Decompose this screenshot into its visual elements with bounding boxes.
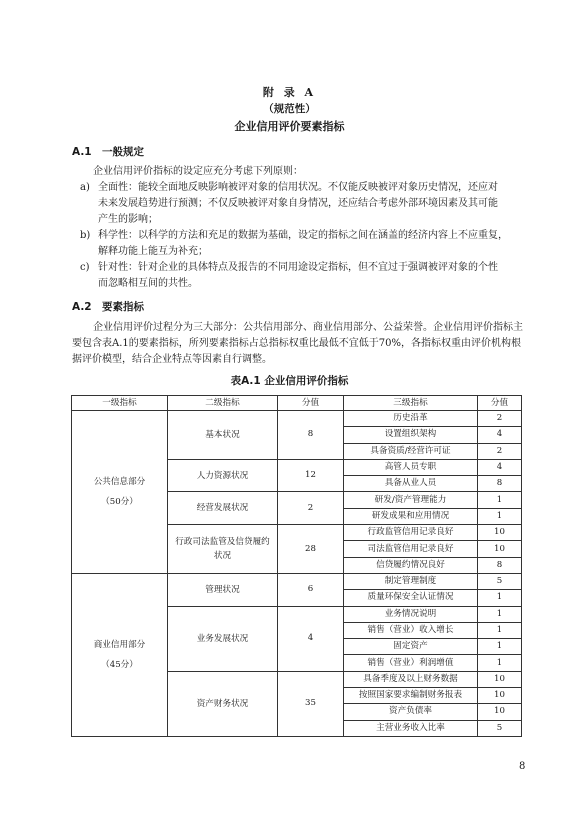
level3-score: 5	[478, 573, 522, 589]
level2-label: 人力资源状况	[196, 470, 249, 481]
appendix-title: 企业信用评价要素指标	[234, 120, 345, 133]
level2-cell	[168, 411, 278, 460]
level2-label: 行政司法监管及信贷履约	[175, 537, 270, 548]
level2-score: 35	[278, 671, 344, 736]
column-header: 一级指标	[72, 396, 168, 411]
level3-score: 2	[478, 411, 522, 427]
level3-score: 10	[478, 704, 522, 720]
section-heading-a1	[72, 144, 144, 159]
level3-score: 2	[478, 443, 522, 459]
section-intro: 企业信用评价指标的设定应充分考虑下列原则：	[93, 166, 303, 177]
level3-score: 1	[478, 492, 522, 508]
table-row	[72, 411, 522, 427]
list-item-line: 解释功能上能互为补充；	[98, 246, 208, 257]
table-caption: 表A.1 企业信用评价指标	[230, 375, 349, 387]
level3-label: 销售（营业）收入增长	[344, 622, 478, 638]
level3-score: 4	[478, 459, 522, 475]
list-item-line: 科学性：以科学的方法和充足的数据为基础，设定的指标之间在涵盖的经济内容上不应重复，	[98, 230, 508, 241]
column-header: 分值	[478, 396, 522, 411]
column-header: 二级指标	[168, 396, 278, 411]
level2-label: 管理状况	[205, 584, 240, 595]
level1-label: 公共信息部分	[93, 476, 146, 487]
level3-label: 高管人员专职	[344, 459, 478, 475]
level2-cell	[168, 671, 278, 736]
level2-cell	[168, 459, 278, 492]
level2-cell	[168, 573, 278, 606]
level2-score: 2	[278, 492, 344, 525]
paragraph-line: 据评价模型，结合企业特点等因素自行调整。	[72, 354, 272, 365]
level3-label: 主营业务收入比率	[344, 720, 478, 736]
level3-label: 研发成果和应用情况	[344, 508, 478, 524]
level3-label: 具备资质/经营许可证	[344, 443, 478, 459]
list-item-line: 未来发展趋势进行预测；不仅反映被评对象自身情况，还应结合考虑外部环境因素及其可能	[98, 198, 498, 209]
section-title: 一般规定	[102, 146, 144, 158]
level3-label: 销售（营业）利润增值	[344, 655, 478, 671]
level3-score: 1	[478, 639, 522, 655]
level3-score: 8	[478, 557, 522, 573]
level3-label: 固定资产	[344, 639, 478, 655]
level2-label: 状况	[213, 551, 232, 562]
list-item-line: 全面性：能较全面地反映影响被评对象的信用状况。不仅能反映被评对象历史情况，还应对	[98, 182, 498, 193]
level2-label: 资产财务状况	[196, 698, 249, 709]
level3-label: 历史沿革	[344, 411, 478, 427]
level2-cell	[168, 606, 278, 671]
section-number: A.2	[72, 301, 92, 313]
appendix-label: 附 录 A	[262, 86, 317, 99]
credit-evaluation-table	[71, 395, 522, 737]
level2-score: 6	[278, 573, 344, 606]
table-header-row	[72, 396, 522, 411]
column-header: 分值	[278, 396, 344, 411]
level3-label: 具备季度及以上财务数据	[344, 671, 478, 687]
paragraph-line: 企业信用评价过程分为三大部分：公共信用部分、商业信用部分、公益荣誉。企业信用评价指标主	[93, 322, 523, 333]
list-item-line: 产生的影响；	[98, 214, 158, 225]
section-number: A.1	[72, 146, 92, 158]
section-heading-a2	[72, 299, 144, 314]
list-marker: b)	[80, 230, 91, 241]
level2-score: 4	[278, 606, 344, 671]
level3-label: 行政监管信用记录良好	[344, 525, 478, 541]
level3-label: 司法监管信用记录良好	[344, 541, 478, 557]
level2-cell	[168, 525, 278, 574]
level3-score: 1	[478, 606, 522, 622]
level1-label: （45分）	[101, 659, 138, 670]
table-row	[72, 573, 522, 589]
level1-label: 商业信用部分	[93, 639, 146, 650]
section-title: 要素指标	[102, 301, 144, 313]
level3-score: 8	[478, 476, 522, 492]
level1-cell	[72, 411, 168, 574]
level3-score: 10	[478, 541, 522, 557]
level2-label: 经营发展状况	[196, 503, 249, 514]
level3-score: 10	[478, 525, 522, 541]
level3-score: 1	[478, 508, 522, 524]
level3-label: 具备从业人员	[344, 476, 478, 492]
level2-score: 8	[278, 411, 344, 460]
level3-label: 制定管理制度	[344, 573, 478, 589]
level3-label: 质量环保安全认证情况	[344, 590, 478, 606]
level3-score: 10	[478, 671, 522, 687]
list-marker: a)	[80, 182, 90, 193]
level2-cell	[168, 492, 278, 525]
list-item-line: 而忽略相互间的共性。	[98, 278, 198, 289]
list-marker: c)	[80, 262, 90, 273]
page-number: 8	[519, 761, 526, 772]
paragraph-line: 要包含表A.1的要素指标，所列要素指标占总指标权重比最低不宜低于70%，各指标权重由评价机构根	[72, 338, 521, 349]
level3-score: 5	[478, 720, 522, 736]
level3-label: 资产负债率	[344, 704, 478, 720]
level1-cell	[72, 573, 168, 736]
level3-label: 设置组织架构	[344, 427, 478, 443]
level3-score: 1	[478, 590, 522, 606]
level3-label: 研发/资产管理能力	[344, 492, 478, 508]
level3-label: 业务情况说明	[344, 606, 478, 622]
level3-label: 按照国家要求编制财务报表	[344, 688, 478, 704]
level2-label: 业务发展状况	[196, 633, 249, 644]
column-header: 三级指标	[344, 396, 478, 411]
appendix-nature: （规范性）	[263, 103, 316, 115]
level3-label: 信贷履约情况良好	[344, 557, 478, 573]
level2-label: 基本状况	[205, 429, 240, 440]
level3-score: 10	[478, 688, 522, 704]
level3-score: 1	[478, 655, 522, 671]
level2-score: 28	[278, 525, 344, 574]
list-item-line: 针对性：针对企业的具体特点及报告的不同用途设定指标，但不宜过于强调被评对象的个性	[98, 262, 498, 273]
level3-score: 4	[478, 427, 522, 443]
level2-score: 12	[278, 459, 344, 492]
level3-score: 1	[478, 622, 522, 638]
level1-label: （50分）	[101, 496, 138, 507]
